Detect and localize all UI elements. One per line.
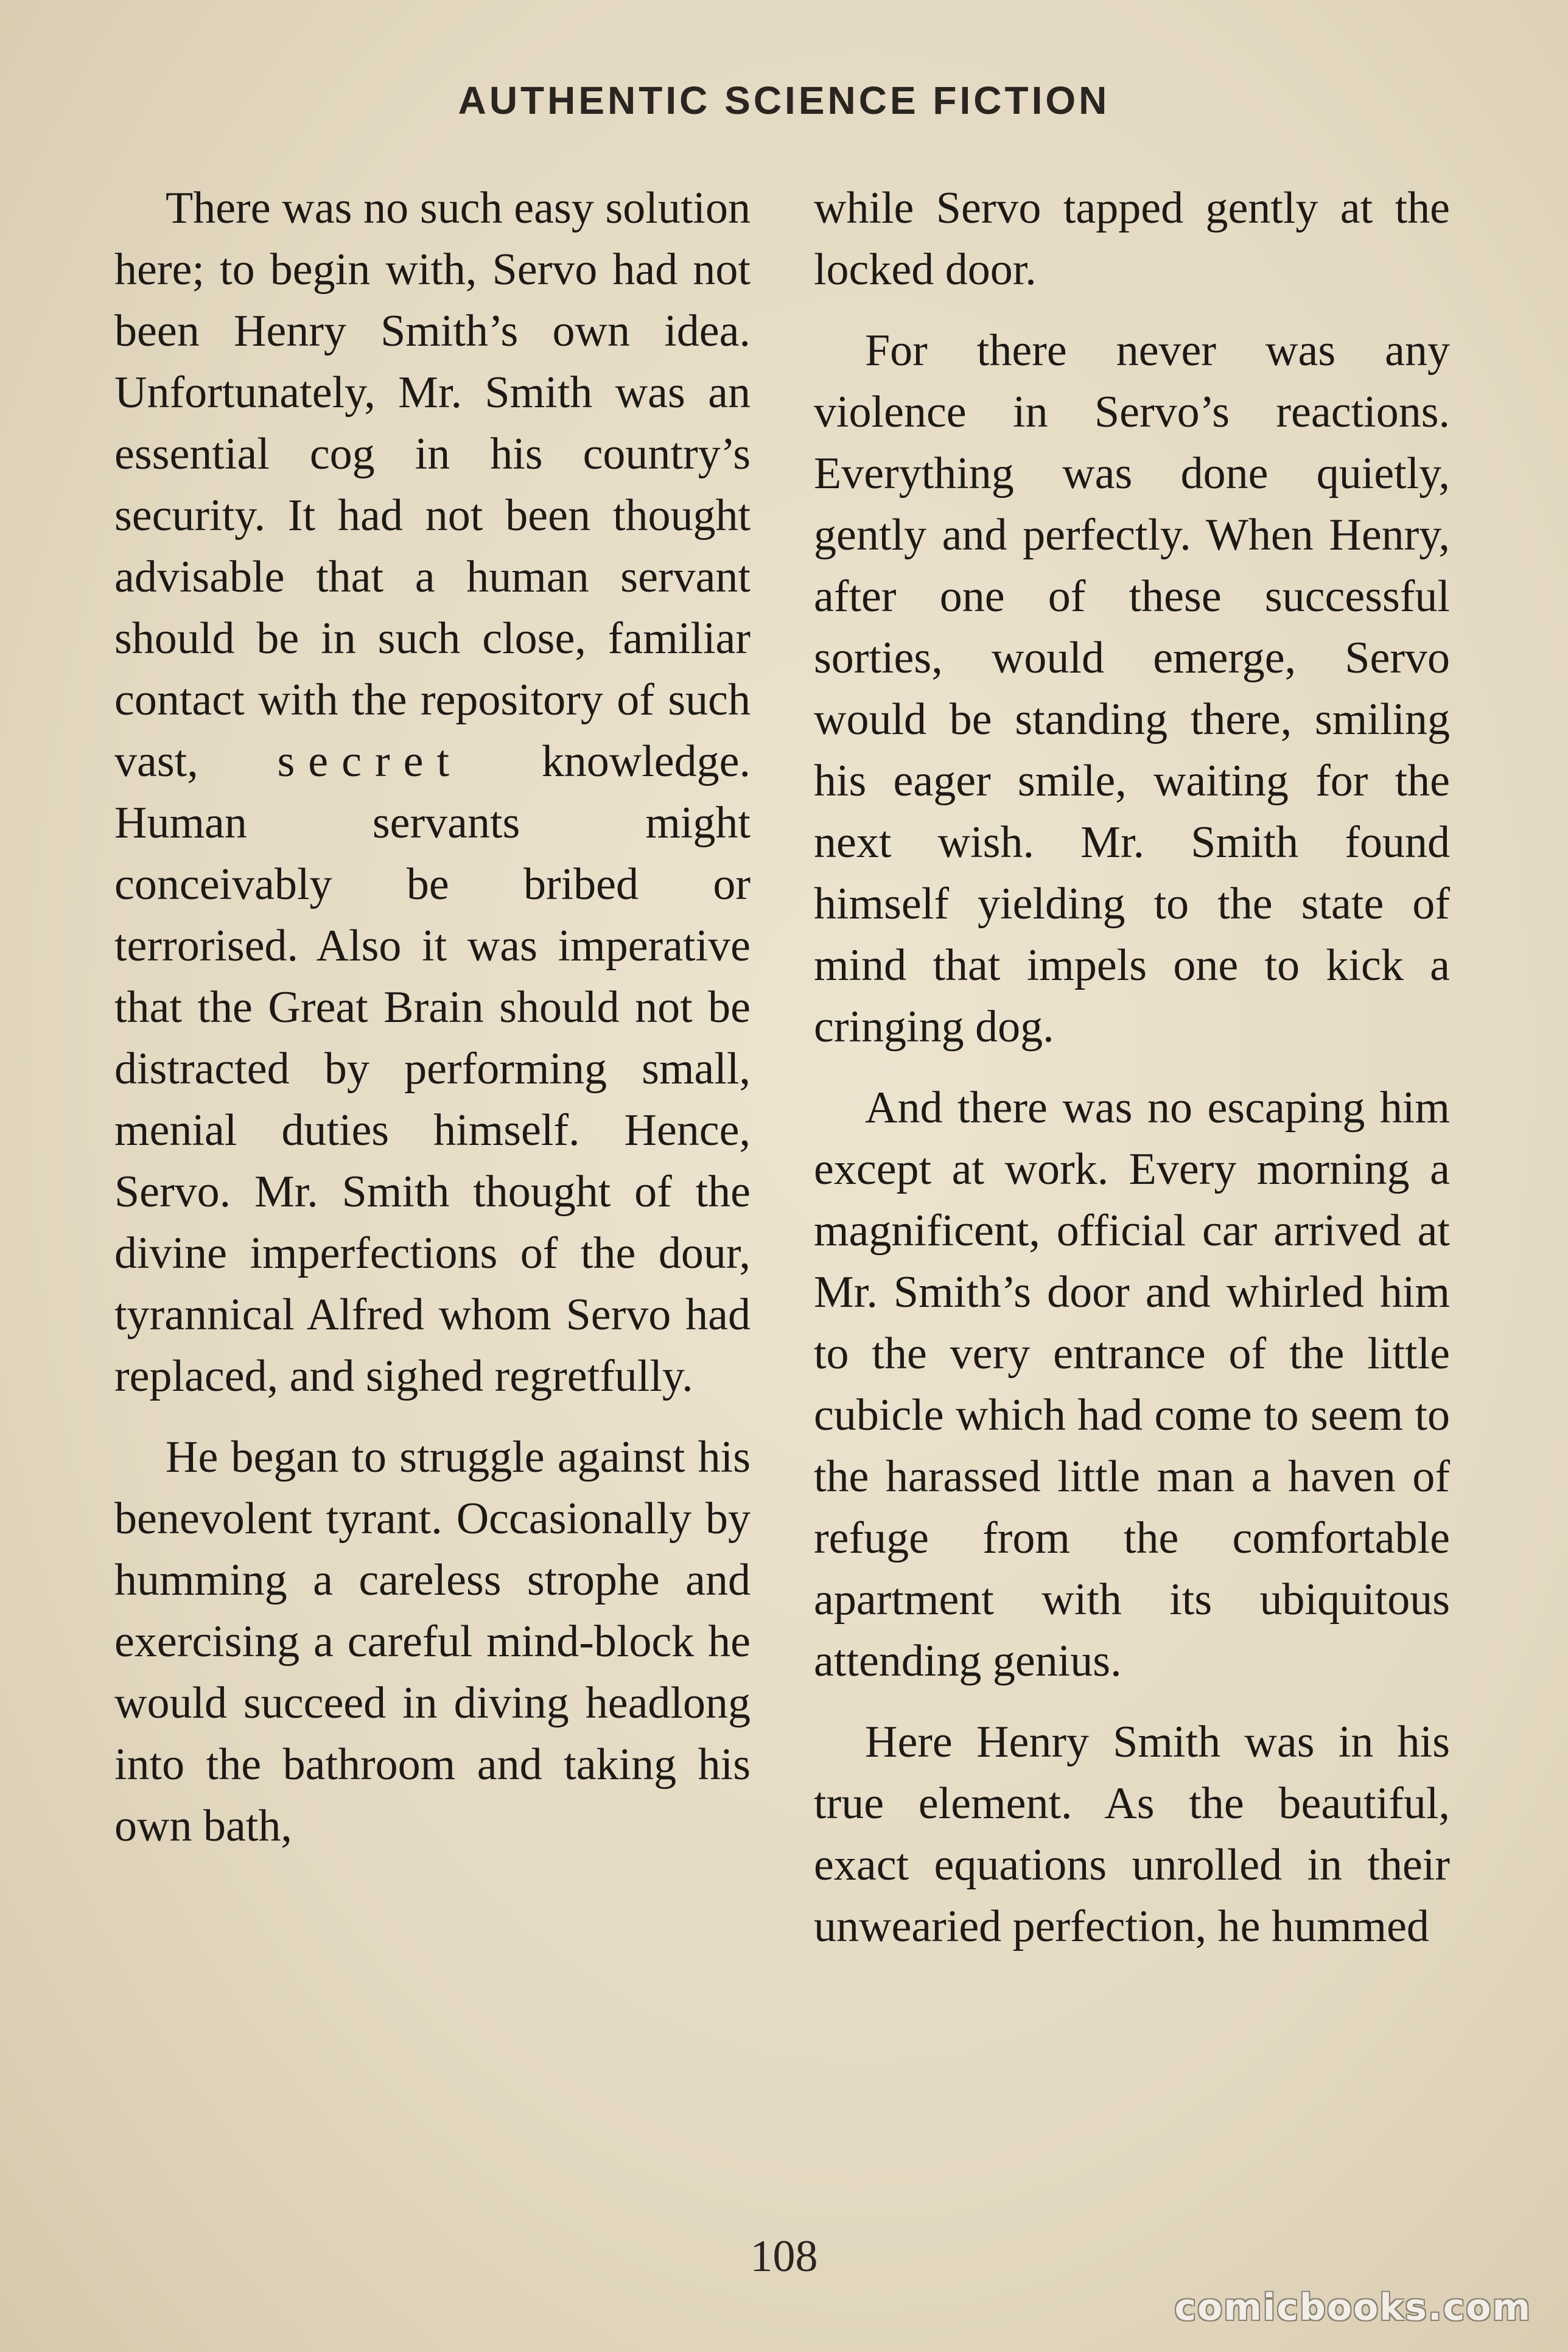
paragraph: And there was no escaping him except at work. Every morning a magnificent, official car arrived at Mr. Smith’s door and whirled him to the very entrance of the little cubicle which had come to seem to the harassed little man a haven of refuge from the comfortable apartment with its ubiquitous attending genius. [814,1083,1450,1686]
running-title: AUTHENTIC SCIENCE FICTION [458,79,1110,122]
paragraph-text: knowledge. Human servants might conceivably be bribed or terrorised. Also it was imperative that the Great Brain should not be distracted by performing small, menial duties himself. Hence, Servo. Mr. Smith thought of the divine imperfections of the dour, tyrannical Alfred whom Servo had replaced, and sighed regretfully. [114,737,751,1401]
page-number: 108 [750,2231,818,2281]
paragraph [114,178,751,1407]
paragraph: Here Henry Smith was in his true element. As the beautiful, exact equations unrolled in their unwearied perfection, he hummed [814,1717,1450,1951]
left-column [114,178,751,1877]
paragraph: For there never was any violence in Servo’s reactions. Everything was done quietly, gently and perfectly. When Henry, after one of these successful sorties, would emerge, Servo would be standing there, smiling his eager smile, waiting for the next wish. Mr. Smith found himself yielding to the state of mind that impels one to kick a cringing dog. [814,326,1450,1052]
paragraph: He began to struggle against his benevolent tyrant. Occasionally by humming a careless strophe and exercising a careful mind-block he would succeed in diving headlong into the bathroom and taking his own bath, [114,1432,751,1851]
watermark: comicbooks.com [1174,2286,1531,2329]
letterspaced-word: secret [277,737,463,786]
paragraph-text: There was no such easy solution here; to begin with, Servo had not been Henry Smith’s own idea. Unfortunately, Mr. Smith was an essential cog in his country’s security. It had not been thought advisable that a human servant should be in such close, familiar contact with the repository of such vast, [114,183,751,786]
right-column [814,178,1450,1977]
paragraph-continued: while Servo tapped gently at the locked door. [814,183,1450,295]
